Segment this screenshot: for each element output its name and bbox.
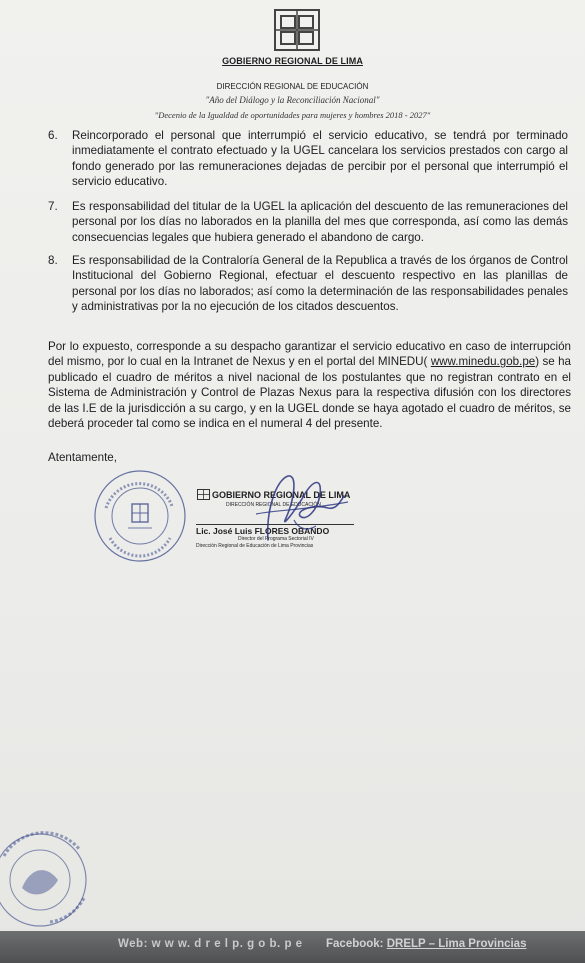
minedu-link[interactable]: www.minedu.gob.pe [430, 355, 536, 369]
web-label: Web: [118, 938, 148, 950]
reception-stamp-icon [0, 822, 100, 932]
decade-motto: "Decenio de la Igualdad de oportunidades para mujeres y hombres 2018 - 2027" [154, 110, 431, 120]
signature-org: GOBIERNO REGIONAL DE LIMA [212, 490, 351, 500]
year-motto: "Año del Diálogo y la Reconciliación Nacional" [205, 95, 380, 105]
paragraph-text-end: ) se ha publicado el cuadro de méritos a nivel nacional de los postulantes que no registran contrato en el Sistema de Administración y Control de Plazas Nexus para la respectiva difusión con los directores de las I.E de la jurisdicción a su cargo, y en la UGEL donde se haya agotado el cuadro de méritos, se deberá proceder tal como se indica en el numeral 4 del presente. [48, 355, 571, 431]
item-number: 7. [48, 200, 58, 213]
item-number: 8. [48, 254, 58, 267]
item-text: Reincorporado el personal que interrumpió el servicio educativo, se tendrá por terminado inmediatamente el contrato efectuado y la UGEL cancelara los servicios prestados con cargo al fondo generado por las remuneraciones dejadas de percibir por el personal que interrumpió el servicio educativo. [72, 129, 568, 188]
list-item [48, 128, 568, 189]
mini-logo-icon [197, 489, 210, 500]
facebook-label: Facebook: [326, 938, 384, 950]
closing-salutation: Atentamente, [48, 451, 117, 464]
signature-dept: DIRECCIÓN REGIONAL DE EDUCACIÓN [226, 502, 321, 508]
regional-government-logo-icon [273, 8, 321, 52]
signer-title: Director del Programa Sectorial IV [238, 536, 314, 542]
handwritten-signature-icon [236, 470, 356, 550]
item-text: Es responsabilidad del titular de la UGEL la aplicación del descuento de las remuneraciones del personal por los días no laborados en la planilla del mes que corresponda, así como las demás consecuencias legales que hubiera generado el abandono de cargo. [72, 200, 568, 244]
paragraph-text-start: Por lo expuesto, corresponde a su despacho garantizar el servicio educativo en caso de interrupción del mismo, por lo cual en la Intranet de Nexus y en el portal del MINEDU( [48, 340, 571, 369]
footer-web [118, 938, 303, 950]
list-item [48, 253, 568, 314]
organization-name: GOBIERNO REGIONAL DE LIMA [222, 56, 363, 66]
list-item [48, 199, 568, 245]
department-name: DIRECCIÓN REGIONAL DE EDUCACIÓN [216, 82, 369, 91]
official-seal-icon [92, 468, 188, 564]
facebook-link[interactable]: DRELP – Lima Provincias [386, 938, 527, 950]
website-link[interactable]: w w w. d r e l p. g o b. p e [151, 938, 303, 950]
item-number: 6. [48, 129, 58, 142]
body-paragraph [48, 339, 571, 431]
footer-facebook [326, 938, 526, 950]
signer-office: Dirección Regional de Educación de Lima Provincias [196, 543, 314, 549]
footer-bar [0, 931, 585, 963]
signer-name: Lic. José Luis FLORES OBANDO [196, 526, 330, 536]
item-text: Es responsabilidad de la Contraloría General de la Republica a través de los órganos de Control Institucional del Gobierno Regional, efectuar el descuento respectivo en las planillas de personal por los días no laborados; así como la determinación de las responsabilidades penales y administrativas por la no ejecución de los citados descuentos. [72, 254, 568, 313]
